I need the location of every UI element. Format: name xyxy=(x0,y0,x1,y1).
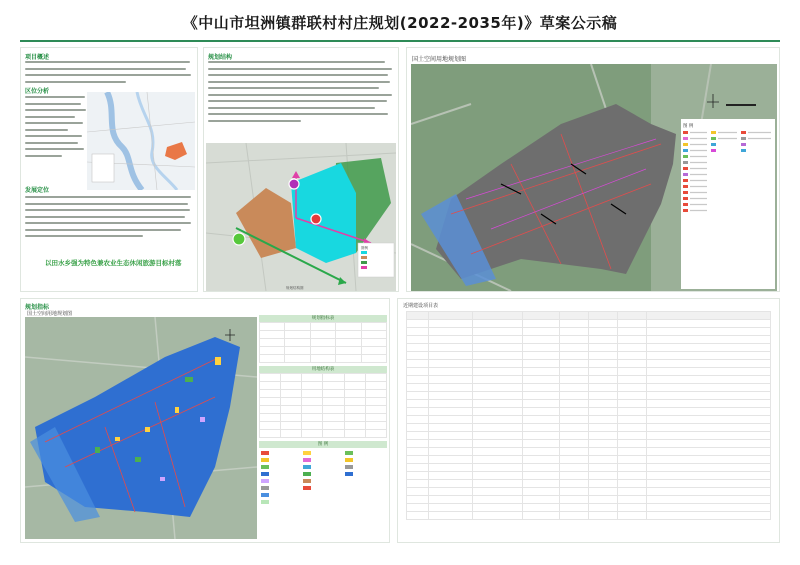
indicator-table2-title: 用地结构表 xyxy=(259,366,387,373)
panel-structure xyxy=(203,47,399,292)
positioning-text xyxy=(25,196,193,256)
section-structure-title: 规划结构 xyxy=(208,54,233,61)
indicators-map-title: 国土空间用地规划图 xyxy=(27,311,73,317)
location-text xyxy=(25,96,87,186)
panel-indicators xyxy=(20,298,390,543)
section-landuse-title: 国土空间用地规划图 xyxy=(412,56,467,63)
landuse-legend-title: 图 例 xyxy=(683,124,694,129)
landuse-map-top xyxy=(411,64,777,291)
section-location-title: 区位分析 xyxy=(25,88,50,95)
scale-bar-icon xyxy=(726,104,756,106)
section-projects-title: 近期建设项目表 xyxy=(403,303,439,309)
panel-landuse-top xyxy=(406,47,780,292)
structure-map-caption: 规划结构图 xyxy=(286,286,304,290)
structure-map xyxy=(206,143,396,291)
positioning-tagline: 以田水乡强为特色兼农业生态休闲旅游目标村落 xyxy=(45,259,182,267)
section-overview-title: 项目概述 xyxy=(25,54,50,61)
panel-projects xyxy=(397,298,780,543)
location-map xyxy=(87,92,195,190)
landuse-map-bottom xyxy=(25,317,257,539)
structure-legend-title: 图例 xyxy=(361,246,368,250)
page-title: 《中山市坦洲镇群联村村庄规划(2022-2035年)》草案公示稿 xyxy=(182,14,618,32)
title-rule-top xyxy=(20,40,780,42)
indicator-table2 xyxy=(259,373,387,438)
indicator-legend-title: 图 例 xyxy=(259,441,387,448)
indicator-table1 xyxy=(259,322,387,363)
projects-table xyxy=(406,311,771,520)
indicator-tables xyxy=(259,315,387,534)
projects-table-wrap xyxy=(406,311,771,539)
indicator-table1-title: 规划指标表 xyxy=(259,315,387,322)
indicator-legend xyxy=(259,448,387,534)
structure-text xyxy=(208,61,394,141)
overview-text xyxy=(25,61,193,91)
section-positioning-title: 发展定位 xyxy=(25,187,50,194)
panel-overview xyxy=(20,47,198,292)
section-indicators-title: 规划指标 xyxy=(25,304,50,311)
